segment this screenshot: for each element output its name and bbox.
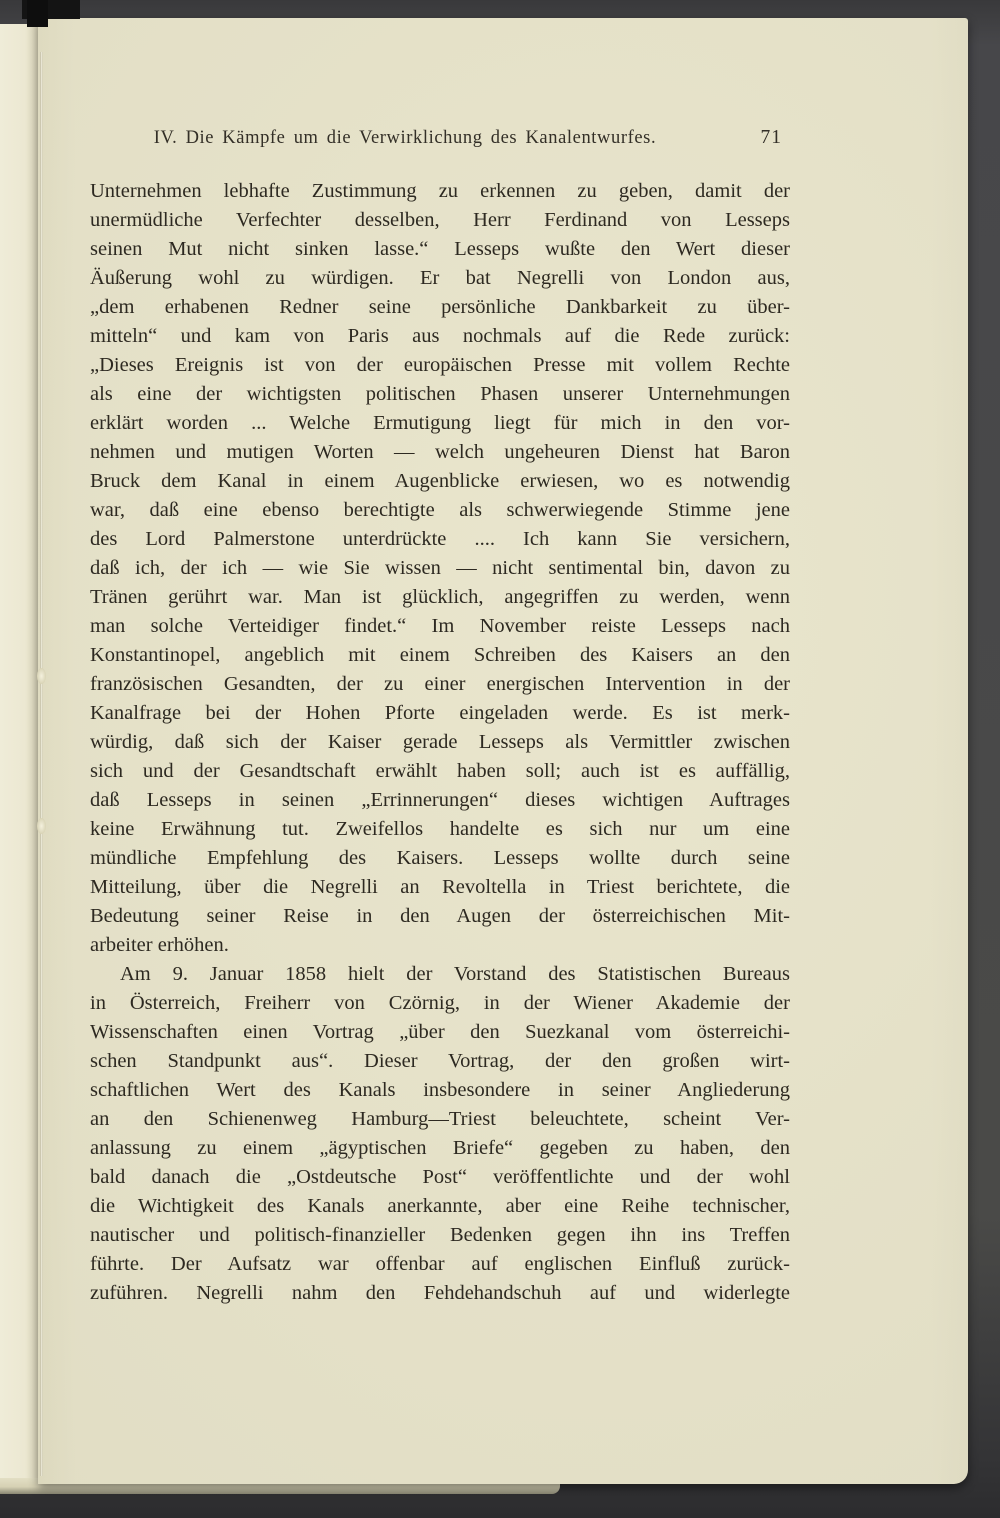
text-line: Wissenschaften einen Vortrag „über den Suezkanal vom österreichi- (90, 1021, 790, 1043)
text-line: französischen Gesandten, der zu einer energischen Intervention in der (90, 673, 790, 695)
text-line: Bedeutung seiner Reise in den Augen der österreichischen Mit- (90, 905, 790, 927)
text-line: Konstantinopel, angeblich mit einem Schreiben des Kaisers an den (90, 644, 790, 666)
paragraph (90, 177, 790, 960)
text-line: die Wichtigkeit des Kanals anerkannte, aber eine Reihe technischer, (90, 1195, 790, 1217)
binding-stitch (37, 818, 46, 834)
text-line: in Österreich, Freiherr von Czörnig, in der Wiener Akademie der (90, 992, 790, 1014)
text-line: keine Erwähnung tut. Zweifellos handelte es sich nur um eine (90, 818, 790, 840)
text-line: zuführen. Negrelli nahm den Fehdehandschuh auf und widerlegte (90, 1282, 790, 1304)
body-text (90, 177, 790, 1308)
text-line: nautischer und politisch-finanzieller Bedenken gegen ihn ins Treffen (90, 1224, 790, 1246)
binding-clamp-tab (27, 0, 48, 27)
text-line: arbeiter erhöhen. (90, 934, 229, 956)
running-head (90, 128, 790, 149)
text-line: des Lord Palmerstone unterdrückte .... Ich kann Sie versichern, (90, 528, 790, 550)
text-line: Unternehmen lebhafte Zustimmung zu erkennen zu geben, damit der (90, 180, 790, 202)
text-line: man solche Verteidiger findet.“ Im November reiste Lesseps nach (90, 615, 790, 637)
text-line: führte. Der Aufsatz war offenbar auf englischen Einfluß zurück- (90, 1253, 790, 1275)
text-line: als eine der wichtigsten politischen Phasen unserer Unternehmungen (90, 383, 790, 405)
text-line: schaftlichen Wert des Kanals insbesondere in seiner Angliederung (90, 1079, 790, 1101)
text-line: nehmen und mutigen Worten — welch ungeheuren Dienst hat Baron (90, 441, 790, 463)
page-number: 71 (760, 127, 782, 148)
paragraph (90, 960, 790, 1308)
chapter-title: IV. Die Kämpfe um die Verwirklichung des Kanalentwurfes. (153, 128, 657, 148)
text-line: würdig, daß sich der Kaiser gerade Lesseps als Vermittler zwischen (90, 731, 790, 753)
text-column (90, 128, 790, 1308)
text-line: Mitteilung, über die Negrelli an Revoltella in Triest berichtete, die (90, 876, 790, 898)
under-page-edge (0, 24, 41, 1494)
text-line: Äußerung wohl zu würdigen. Er bat Negrelli von London aus, (90, 267, 790, 289)
text-line: unermüdliche Verfechter desselben, Herr Ferdinand von Lesseps (90, 209, 790, 231)
text-line: „Dieses Ereignis ist von der europäischen Presse mit vollem Rechte (90, 354, 790, 376)
text-line: daß Lesseps in seinen „Errinnerungen“ dieses wichtigen Auftrages (90, 789, 790, 811)
text-line: Bruck dem Kanal in einem Augenblicke erwiesen, wo es notwendig (90, 470, 790, 492)
text-line: daß ich, der ich — wie Sie wissen — nicht sentimental bin, davon zu (90, 557, 790, 579)
text-line: Tränen gerührt war. Man ist glücklich, angegriffen zu werden, wenn (90, 586, 790, 608)
book-page (38, 18, 968, 1484)
text-line: bald danach die „Ostdeutsche Post“ veröffentlichte und der wohl (90, 1166, 790, 1188)
text-line: Kanalfrage bei der Hohen Pforte eingeladen werde. Es ist merk- (90, 702, 790, 724)
text-line: erklärt worden ... Welche Ermutigung liegt für mich in den vor- (90, 412, 790, 434)
text-line: sich und der Gesandtschaft erwählt haben soll; auch ist es auffällig, (90, 760, 790, 782)
text-line: an den Schienenweg Hamburg—Triest beleuchtete, scheint Ver- (90, 1108, 790, 1130)
text-line: anlassung zu einem „ägyptischen Briefe“ gegeben zu haben, den (90, 1137, 790, 1159)
text-line: Am 9. Januar 1858 hielt der Vorstand des Statistischen Bureaus (120, 963, 790, 985)
text-line: mündliche Empfehlung des Kaisers. Lesseps wollte durch seine (90, 847, 790, 869)
text-line: mitteln“ und kam von Paris aus nochmals auf die Rede zurück: (90, 325, 790, 347)
text-line: war, daß eine ebenso berechtigte als schwerwiegende Stimme jene (90, 499, 790, 521)
text-line: „dem erhabenen Redner seine persönliche Dankbarkeit zu über- (90, 296, 790, 318)
text-line: schen Standpunkt aus“. Dieser Vortrag, der den großen wirt- (90, 1050, 790, 1072)
text-line: seinen Mut nicht sinken lasse.“ Lesseps wußte den Wert dieser (90, 238, 790, 260)
binding-crease (40, 52, 43, 1476)
binding-stitch (37, 668, 46, 684)
